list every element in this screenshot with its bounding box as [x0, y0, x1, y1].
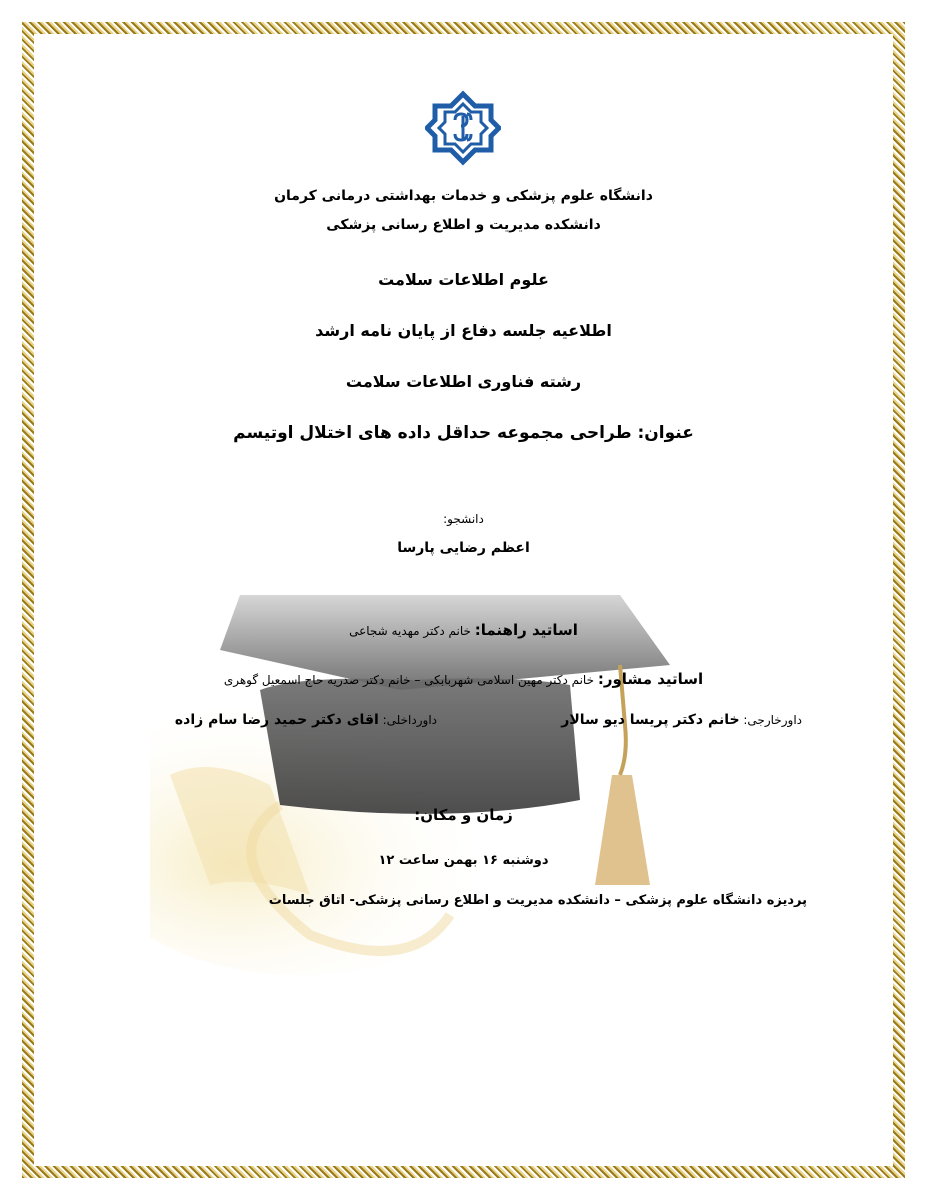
internal-judge — [175, 712, 437, 728]
internal-judge-label: داورداخلی: — [382, 713, 437, 727]
external-judge-name: خانم دکتر پریسا دیو سالار — [561, 712, 740, 728]
university-name: دانشگاه علوم پزشکی و خدمات بهداشتی درمانی کرمان — [274, 188, 653, 204]
student-label: دانشجو: — [443, 512, 484, 526]
advisors-label: اساتید راهنما: — [474, 621, 578, 639]
university-logo-icon — [425, 90, 501, 166]
graduation-cap-image — [150, 555, 670, 975]
announcement-heading: اطلاعیه جلسه دفاع از پایان نامه ارشد — [315, 321, 612, 340]
judges-line — [0, 712, 927, 736]
external-judge-label: داورخارجی: — [743, 713, 802, 727]
schedule-place: پردیزه دانشگاه علوم پزشکی – دانشکده مدیریت و اطلاع رسانی پزشکی- اتاق جلسات — [268, 893, 807, 908]
consultants-line — [0, 670, 927, 688]
thesis-title: عنوان: طراحی مجموعه حداقل داده های اختلال اوتیسم — [233, 423, 694, 443]
schedule-title: زمان و مکان: — [414, 806, 513, 824]
consultants-value: خانم دکتر مهین اسلامی شهربابکی – خانم دکتر صدریه حاج اسمعیل گوهری — [223, 673, 595, 687]
advisors-line — [0, 621, 927, 639]
student-name: اعظم رضایی پارسا — [397, 540, 530, 556]
external-judge — [561, 712, 802, 728]
faculty-name: دانشکده مدیریت و اطلاع رسانی پزشکی — [326, 217, 601, 233]
consultants-label: اساتید مشاور: — [597, 670, 704, 688]
field-heading: رشته فناوری اطلاعات سلامت — [345, 372, 582, 391]
advisors-value: خانم دکتر مهدیه شجاعی — [349, 624, 471, 638]
internal-judge-name: اقای دکتر حمید رضا سام زاده — [174, 712, 379, 728]
department-heading: علوم اطلاعات سلامت — [378, 270, 549, 289]
schedule-time: دوشنبه ۱۶ بهمن ساعت ۱۲ — [378, 853, 549, 868]
